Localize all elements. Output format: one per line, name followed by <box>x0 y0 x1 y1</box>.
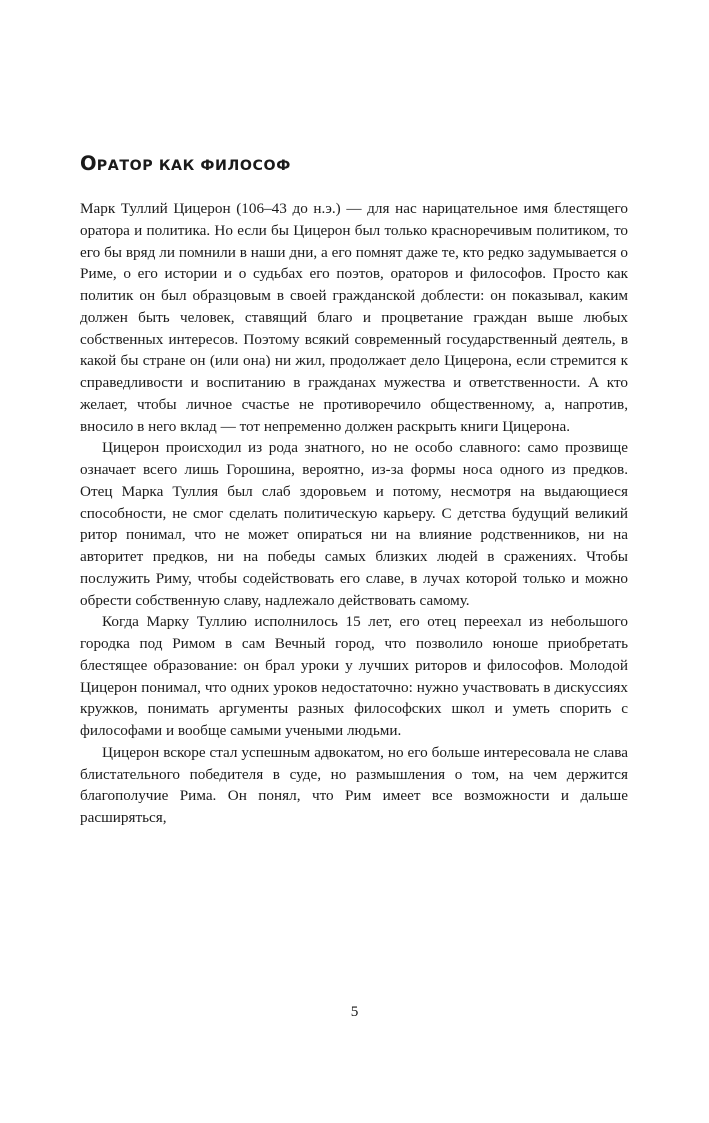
chapter-title <box>80 153 628 175</box>
paragraph-2: Цицерон происходил из рода знатного, но не особо славного: само прозвище означает всего лишь Горошина, вероятно, из-за формы носа одного из предков. Отец Марка Туллия был слаб здоровьем и потому, несмотря на выдающиеся способности, не смог сделать политическую карьеру. С детства будущий великий ритор понимал, что не может опираться ни на влияние родственников, ни на авторитет предков, ни на победы самых близких людей в сражениях. Чтобы послужить Риму, чтобы содействовать его славе, в лучах которой только и можно обрести собственную славу, надлежало действовать самому. <box>80 439 628 609</box>
paragraph-3: Когда Марку Туллию исполнилось 15 лет, его отец переехал из небольшого городка под Римом в сам Вечный город, что позволило юноше приобретать блестящее образование: он брал уроки у лучших риторов и философов. Молодой Цицерон понимал, что одних уроков недостаточно: нужно участвовать в дискуссиях кружков, понимать аргументы разных философских школ и уметь спорить с философами и вообще самыми учеными людьми. <box>80 613 628 739</box>
chapter-title-initial: О <box>80 151 97 175</box>
paragraph-4: Цицерон вскоре стал успешным адвокатом, но его больше интересовала не слава блистательного победителя в суде, но размышления о том, на чем держится благополучие Рима. Он понял, что Рим имеет все возможности и дальше расширяться, <box>80 743 628 826</box>
page-number: 5 <box>350 1003 359 1020</box>
chapter-title-rest: РАТОР КАК ФИЛОСОФ <box>96 157 291 174</box>
paragraph-1: Марк Туллий Цицерон (106–43 до н.э.) — для нас нарицательное имя блестящего оратора и политика. Но если бы Цицерон был только красноречивым политиком, то его бы вряд ли помнили в наши дни, а его помнят даже те, кто редко задумывается о Риме, о его истории и о судьбах его поэтов, ораторов и философов. Просто как политик он был образцовым в своей гражданской доблести: он показывал, каким должен быть человек, ставящий благо и процветание граждан выше любых собственных интересов. Поэтому всякий современный государственный деятель, в какой бы стране он (или она) ни жил, продолжает дело Цицерона, если стремится к справедливости и воспитанию в гражданах мужества и ответственности. А кто желает, чтобы личное счастье не противоречило общественному, а, напротив, вносило в него вклад — тот непременно должен раскрыть книги Цицерона. <box>80 200 628 435</box>
body-text-block <box>80 198 628 829</box>
